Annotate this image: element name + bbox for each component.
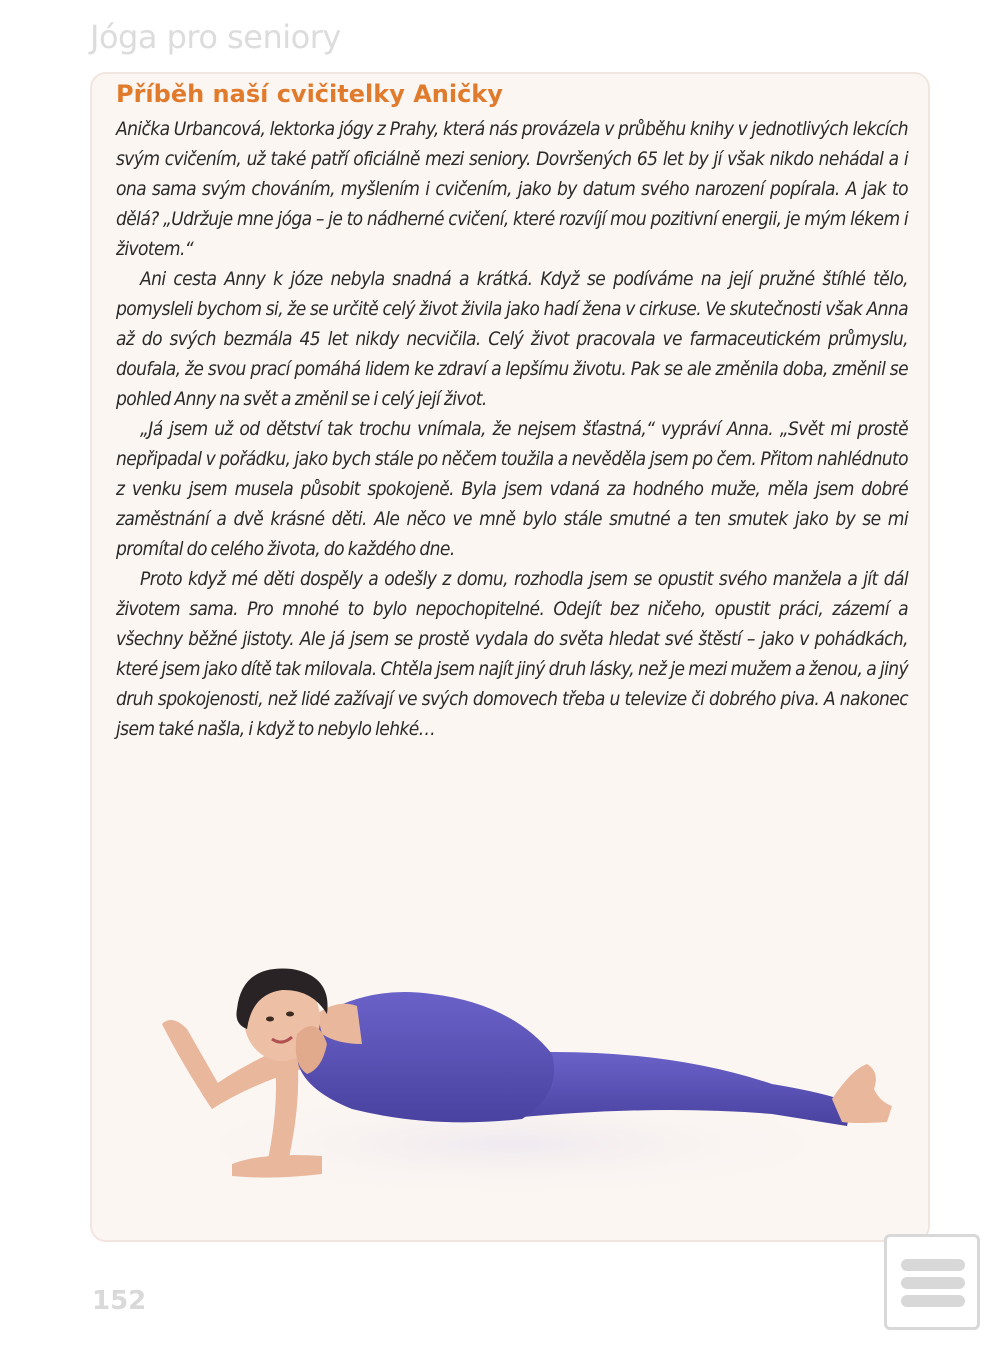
paragraph-2: Ani cesta Anny k józe nebyla snadná a krátká. Když se podíváme na její pružné štíhlé tělo, pomysleli bychom si, že se určitě celý život živila jako hadí žena v cirkuse. Ve skutečnosti však Anna až do svých bezmála 45 let nikdy necvičila. Celý život pracovala ve farmaceutickém průmyslu, doufala, že svou prací pomáhá lidem ke zdraví a lepšímu životu. Pak se ale změnila doba, změnil se pohled Anny na svět a změnil se i celý její život.: [116, 268, 908, 410]
paragraph-4: Proto když mé děti dospěly a odešly z domu, rozhodla jsem se opustit svého manžela a jít dál životem sama. Pro mnohé to bylo nepochopitelné. Odejít bez ničeho, opustit práci, zázemí a všechny běžné jistoty. Ale já jsem se prostě vydala do světa hledat své štěstí – jako v pohádkách, které jsem jako dítě tak milovala. Chtěla jsem najít jiný druh lásky, než je mezi mužem a ženou, a jiný druh spokojenosti, než lidé zažívají ve svých domovech třeba u televize či dobrého piva. A nakonec jsem také našla, i když to nebylo lehké…: [116, 568, 908, 740]
paragraph-1: Anička Urbancová, lektorka jógy z Prahy, která nás provázela v průběhu knihy v jednotlivých lekcích svým cvičením, už také patří oficiálně mezi seniory. Dovršených 65 let by jí však nikdo nehádal a i ona sama svým chováním, myšlením i cvičením, jako by datum svého narození popírala. A jak to dělá? „Udržuje mne jóga – je to nádherné cvičení, které rozvíjí mou pozitivní energii, je mým lékem i životem.“: [116, 118, 908, 260]
menu-button[interactable]: [884, 1234, 980, 1330]
yoga-pose-photo: [132, 894, 892, 1224]
box-title: Příběh naší cvičitelky Aničky: [116, 80, 503, 108]
page-number: 152: [92, 1286, 147, 1316]
running-title: Jóga pro seniory: [90, 18, 341, 56]
story-box: [90, 72, 930, 1242]
paragraph-3: „Já jsem už od dětství tak trochu vnímala, že nejsem šťastná,“ vypráví Anna. „Svět mi prostě nepřipadal v pořádku, jako bych stále po něčem toužila a nevěděla jsem po čem. Přitom nahlédnuto z venku jsem musela působit spokojeně. Byla jsem vdaná za hodného muže, měla jsem dobré zaměstnání a dvě krásné děti. Ale něco ve mně bylo stále smutné a ten smutek jako by se mi promítal do celého života, do každého dne.: [116, 418, 908, 560]
story-text: [116, 114, 908, 744]
